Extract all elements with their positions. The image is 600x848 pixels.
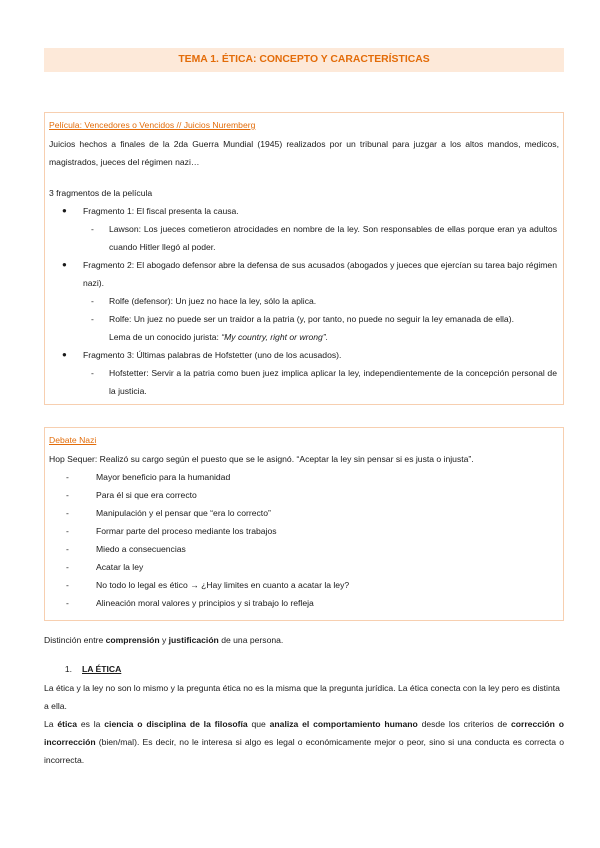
p2-bold: analiza el comportamiento humano — [269, 719, 418, 729]
dash-icon: - — [66, 508, 69, 518]
bullet-icon: ● — [62, 260, 67, 269]
paragraph-2 — [44, 715, 564, 769]
p2-text: es la — [77, 719, 105, 729]
distincion-text: y — [159, 635, 169, 645]
fragment-1-sub-1-text: Lawson: Los jueces cometieron atrocidades en nombre de la ley. Son responsables de ellas porque eran ya adultos cuando Hitler llegó al poder. — [109, 224, 557, 252]
fragment-2-text: Fragmento 2: El abogado defensor abre la defensa de sus acusados (abogados y jueces que ejercían su tarea bajo régimen nazi). — [83, 260, 557, 288]
dash-icon: - — [91, 368, 94, 378]
dash-icon: - — [66, 544, 69, 554]
fragment-2 — [49, 256, 559, 292]
fragment-3-text: Fragmento 3: Últimas palabras de Hofstetter (uno de los acusados). — [83, 350, 342, 360]
distincion-text: de una persona. — [218, 635, 284, 645]
fragment-1-text: Fragmento 1: El fiscal presenta la causa. — [83, 206, 239, 216]
movie-box — [44, 112, 564, 405]
debate-item-text: Formar parte del proceso mediante los trabajos — [96, 526, 277, 536]
fragment-3-sub-1 — [49, 364, 559, 400]
debate-intro: Hop Sequer: Realizó su cargo según el puesto que se le asignó. “Aceptar la ley sin pensar si es justa o injusta”. — [49, 454, 474, 464]
debate-item-text: Mayor beneficio para la humanidad — [96, 472, 231, 482]
debate-item — [49, 522, 559, 540]
fragment-2-sub-1-text: Rolfe (defensor): Un juez no hace la ley, sólo la aplica. — [109, 296, 317, 306]
p2-bold: ciencia o disciplina de la filosofía — [104, 719, 248, 729]
dash-icon: - — [91, 296, 94, 306]
fragment-2-sub-1 — [49, 292, 559, 310]
movie-title: Película: Vencedores o Vencidos // Juicios Nuremberg — [49, 120, 256, 130]
page-title: TEMA 1. ÉTICA: CONCEPTO Y CARACTERÍSTICAS — [44, 48, 564, 72]
dash-icon: - — [91, 314, 94, 324]
debate-title: Debate Nazi — [49, 435, 97, 445]
p2-bold: ética — [57, 719, 77, 729]
fragment-2-sub-2 — [49, 310, 559, 328]
distincion-bold-1: comprensión — [105, 635, 160, 645]
distincion-line — [44, 631, 564, 649]
dash-icon: - — [66, 562, 69, 572]
p2-text: desde los criterios de — [417, 719, 511, 729]
debate-item-text: Acatar la ley — [96, 562, 144, 572]
fragment-3 — [49, 346, 559, 364]
dash-icon: - — [66, 598, 69, 608]
section-title: LA ÉTICA — [82, 664, 122, 674]
debate-item-text: Miedo a consecuencias — [96, 544, 186, 554]
section-number: 1. — [64, 664, 72, 674]
fragment-3-sub-1-text: Hofstetter: Servir a la patria como buen juez implica aplicar la ley, independientemente de la concepción personal de la justicia. — [109, 368, 557, 396]
dash-icon: - — [66, 580, 69, 590]
p2-text: La — [44, 719, 58, 729]
bullet-icon: ● — [62, 350, 67, 359]
debate-item — [49, 576, 559, 594]
debate-item — [49, 486, 559, 504]
dash-icon: - — [66, 472, 69, 482]
dash-icon: - — [91, 224, 94, 234]
lema-line — [49, 328, 559, 346]
fragment-2-sub-2-text: Rolfe: Un juez no puede ser un traidor a la patria (y, por tanto, no puede no seguir la ley emanada de ella). — [109, 314, 514, 324]
debate-item — [49, 558, 559, 576]
debate-item-text: Alineación moral valores y principios y si trabajo lo refleja — [96, 598, 314, 608]
distincion-bold-2: justificación — [168, 635, 219, 645]
fragments-label: 3 fragmentos de la película — [49, 188, 153, 198]
fragment-1-sub-1 — [49, 220, 559, 256]
debate-item-text: No todo lo legal es ético → ¿Hay limites en cuanto a acatar la ley? — [96, 580, 350, 590]
debate-item — [49, 594, 559, 612]
debate-item-text: Para él si que era correcto — [96, 490, 197, 500]
bullet-icon: ● — [62, 206, 67, 215]
lema-prefix: Lema de un conocido jurista: — [109, 332, 222, 342]
distincion-text: Distinción entre — [44, 635, 106, 645]
p2-text: que — [247, 719, 270, 729]
p2-bold: corrección o incorrección — [44, 719, 564, 747]
dash-icon: - — [66, 490, 69, 500]
fragment-1 — [49, 202, 559, 220]
movie-intro: Juicios hechos a finales de la 2da Guerra Mundial (1945) realizados por un tribunal para juzgar a los altos mandos, medicos, magistrados, jueces del régimen nazi… — [49, 139, 559, 167]
debate-box — [44, 427, 564, 621]
debate-item — [49, 540, 559, 558]
lema-quote: “My country, right or wrong”. — [221, 332, 329, 342]
debate-item-text: Manipulación y el pensar que “era lo correcto” — [96, 508, 271, 518]
p2-text: (bien/mal). Es decir, no le interesa si algo es legal o económicamente mejor o peor, sino si una conducta es correcta o incorrecta. — [44, 737, 564, 765]
section-body — [44, 679, 564, 769]
paragraph-1: La ética y la ley no son lo mismo y la pregunta ética no es la misma que la pregunta jurídica. La ética conecta con la ley pero es distinta a ella. — [44, 683, 560, 711]
section-heading — [44, 660, 564, 678]
dash-icon: - — [66, 526, 69, 536]
debate-item — [49, 504, 559, 522]
debate-item — [49, 468, 559, 486]
